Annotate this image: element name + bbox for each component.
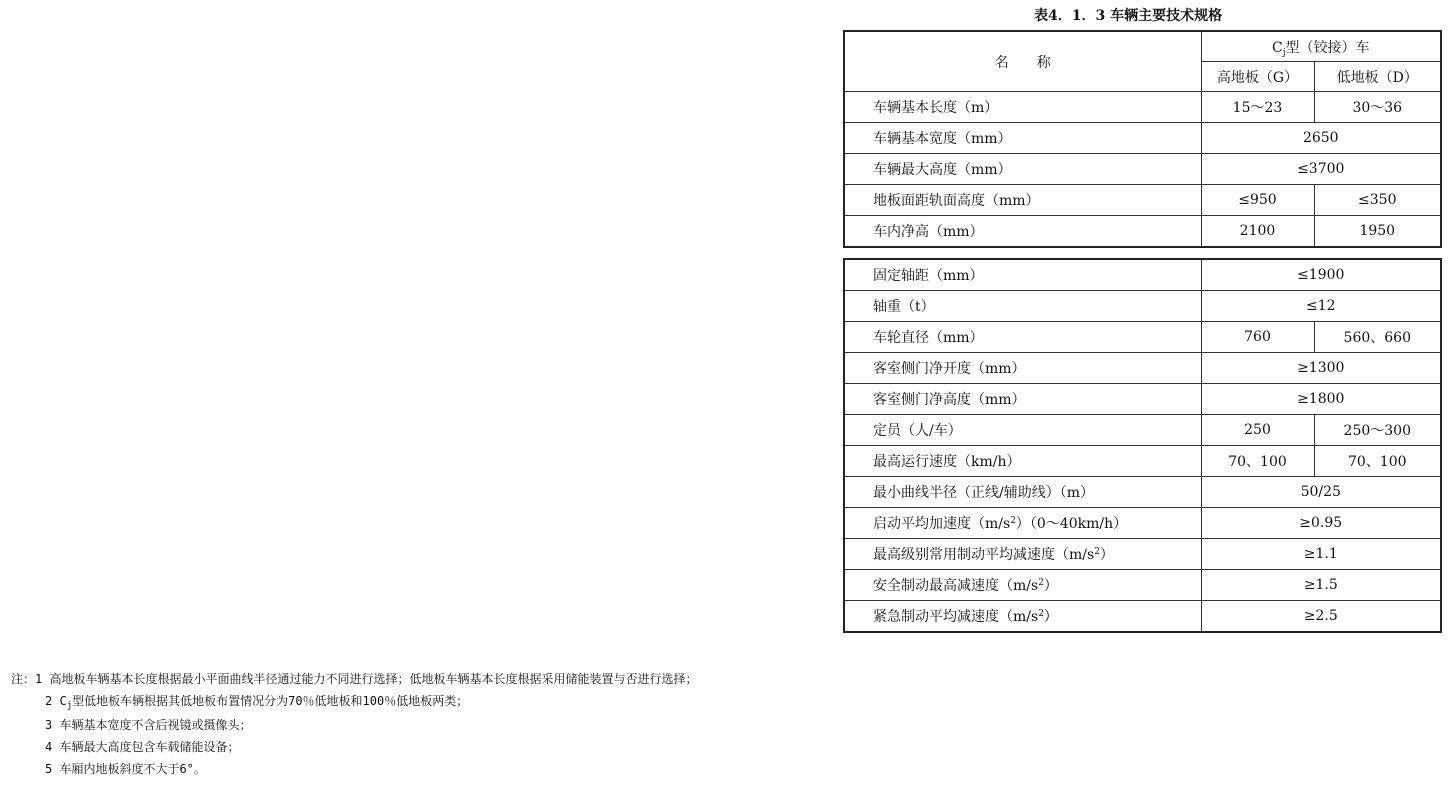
row-name-superscript: 2 (1038, 578, 1044, 588)
table-row (844, 259, 1441, 291)
row-value-both: ≥1.1 (1201, 539, 1441, 570)
row-name: 最小曲线半径（正线/辅助线）（m） (844, 477, 1201, 508)
row-name: 客室侧门净开度（mm） (844, 353, 1201, 384)
row-value-d: 70、100 (1314, 446, 1441, 477)
table-row (844, 353, 1441, 384)
row-name: 车辆基本宽度（mm） (844, 123, 1201, 154)
table-row (844, 415, 1441, 446)
note-4: 4 车辆最大高度包含车载储能设备； (45, 740, 240, 754)
row-value-both: ≤3700 (1201, 154, 1441, 185)
row-name-part: ）（0～40km/h） (1015, 516, 1128, 532)
note-2 (11, 690, 911, 714)
table-row (844, 92, 1441, 123)
table-row (844, 291, 1441, 322)
row-name-superscript: 2 (1010, 516, 1016, 526)
row-name (844, 508, 1201, 539)
row-value-g: 15～23 (1201, 92, 1314, 123)
header-low-floor: 低地板（D） (1314, 62, 1441, 92)
row-name-part: ） (1043, 609, 1058, 625)
table-row (844, 539, 1441, 570)
type-subscript: j (1282, 47, 1286, 58)
row-value-g: 70、100 (1201, 446, 1314, 477)
row-value-d: 250～300 (1314, 415, 1441, 446)
row-value-d: 560、660 (1314, 322, 1441, 353)
row-value-both: 2650 (1201, 123, 1441, 154)
note-2-part: 型低地板车辆根据其低地板布置情况分为70％低地板和100％低地板两类； (72, 694, 469, 708)
row-value-g: 2100 (1201, 216, 1314, 248)
row-value-both: ≤12 (1201, 291, 1441, 322)
row-value-both: ≥1.5 (1201, 570, 1441, 601)
note-1: 注：1 高地板车辆基本长度根据最小平面曲线半径通过能力不同进行选择；低地板车辆基本长度根据采用储能装置与否进行选择； (11, 672, 698, 686)
row-name-superscript: 2 (1094, 547, 1100, 557)
row-value-both: ≥1800 (1201, 384, 1441, 415)
note-2-part: 2 C (45, 694, 67, 708)
row-name: 车辆基本长度（m） (844, 92, 1201, 123)
row-name: 客室侧门净高度（mm） (844, 384, 1201, 415)
row-name: 车内净高（mm） (844, 216, 1201, 248)
row-value-g: ≤950 (1201, 185, 1314, 216)
row-value-d: 1950 (1314, 216, 1441, 248)
row-value-both: ≥1300 (1201, 353, 1441, 384)
row-value-both: ≥2.5 (1201, 601, 1441, 633)
table-row (844, 477, 1441, 508)
row-name-superscript: 2 (1038, 609, 1044, 619)
table-caption: 表4．1．3 车辆主要技术规格 (1034, 8, 1223, 24)
note-3: 3 车辆基本宽度不含后视镜或摄像头； (45, 718, 252, 732)
row-name-part: 安全制动最高减速度（m/s (873, 578, 1039, 594)
row-value-g: 250 (1201, 415, 1314, 446)
table-row (844, 508, 1441, 539)
row-value-d: ≤350 (1314, 185, 1441, 216)
row-name: 车轮直径（mm） (844, 322, 1201, 353)
table-row (844, 185, 1441, 216)
table-row (844, 384, 1441, 415)
row-value-both: ≤1900 (1201, 259, 1441, 291)
spec-table-part-1 (843, 30, 1442, 248)
row-name-part: ） (1043, 578, 1058, 594)
header-type-cell (1201, 31, 1441, 62)
header-high-floor: 高地板（G） (1201, 62, 1314, 92)
row-name: 最高运行速度（km/h） (844, 446, 1201, 477)
row-name: 定员（人/车） (844, 415, 1201, 446)
row-value-both: 50/25 (1201, 477, 1441, 508)
type-suffix: 型（铰接）车 (1285, 39, 1370, 56)
row-name-part: 最高级别常用制动平均减速度（m/s (873, 547, 1095, 563)
header-name-cell: 名 称 (844, 31, 1201, 92)
row-value-d: 30～36 (1314, 92, 1441, 123)
table-row (844, 570, 1441, 601)
table-row (844, 322, 1441, 353)
row-name: 轴重（t） (844, 291, 1201, 322)
row-name: 地板面距轨面高度（mm） (844, 185, 1201, 216)
row-name (844, 601, 1201, 633)
table-row (844, 216, 1441, 248)
table-row (844, 446, 1441, 477)
row-name-part: 紧急制动平均减速度（m/s (873, 609, 1039, 625)
row-name: 车辆最大高度（mm） (844, 154, 1201, 185)
row-name: 固定轴距（mm） (844, 259, 1201, 291)
row-name (844, 539, 1201, 570)
table-notes (11, 668, 911, 780)
row-name-part: 启动平均加速度（m/s (873, 516, 1011, 532)
row-name-part: ） (1099, 547, 1114, 563)
note-5: 5 车厢内地板斜度不大于6°。 (45, 762, 206, 776)
note-2-subscript: j (66, 701, 73, 711)
header-row (844, 31, 1441, 62)
table-row (844, 601, 1441, 633)
spec-table-part-2 (843, 258, 1442, 633)
row-value-g: 760 (1201, 322, 1314, 353)
table-row (844, 123, 1441, 154)
table-row (844, 154, 1441, 185)
row-name (844, 570, 1201, 601)
type-prefix: C (1272, 39, 1283, 56)
row-value-both: ≥0.95 (1201, 508, 1441, 539)
